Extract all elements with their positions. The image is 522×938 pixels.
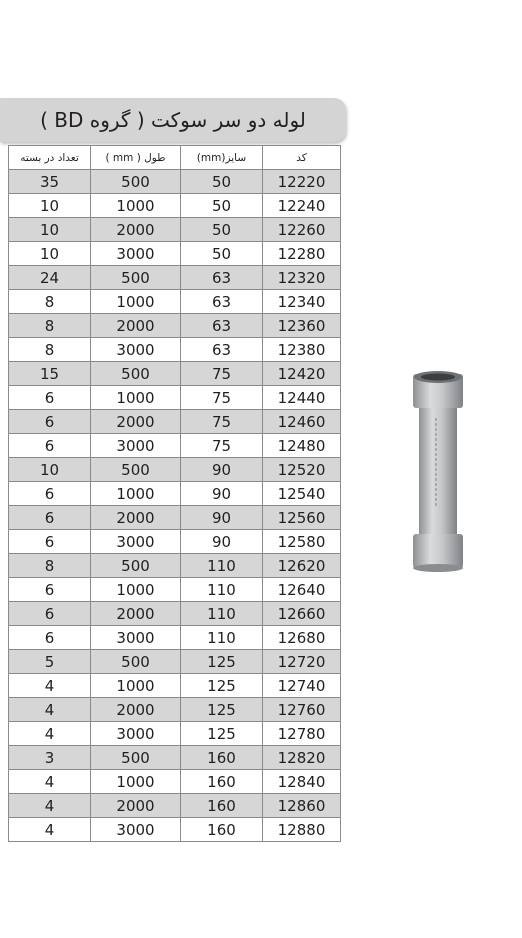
table-row [9, 314, 341, 338]
cell-code: 12860 [263, 794, 341, 818]
cell-qty: 10 [9, 242, 91, 266]
table-row [9, 554, 341, 578]
page-title: لوله دو سر سوکت ( گروه BD ) [40, 108, 306, 132]
cell-code: 12880 [263, 818, 341, 842]
cell-length: 3000 [91, 722, 181, 746]
table-row [9, 242, 341, 266]
cell-qty: 10 [9, 218, 91, 242]
cell-length: 1000 [91, 482, 181, 506]
cell-size: 50 [181, 194, 263, 218]
cell-size: 50 [181, 170, 263, 194]
cell-qty: 4 [9, 770, 91, 794]
cell-code: 12840 [263, 770, 341, 794]
cell-length: 1000 [91, 770, 181, 794]
cell-qty: 6 [9, 626, 91, 650]
cell-code: 12520 [263, 458, 341, 482]
cell-size: 160 [181, 818, 263, 842]
cell-size: 160 [181, 794, 263, 818]
table-row [9, 818, 341, 842]
table-row [9, 434, 341, 458]
cell-size: 90 [181, 506, 263, 530]
table-row [9, 746, 341, 770]
cell-qty: 6 [9, 482, 91, 506]
table-row [9, 218, 341, 242]
table-row [9, 506, 341, 530]
cell-size: 160 [181, 770, 263, 794]
cell-length: 500 [91, 650, 181, 674]
table-row [9, 650, 341, 674]
cell-code: 12340 [263, 290, 341, 314]
cell-code: 12760 [263, 698, 341, 722]
header-code: کد [263, 146, 341, 170]
cell-code: 12560 [263, 506, 341, 530]
cell-length: 3000 [91, 242, 181, 266]
table-row [9, 482, 341, 506]
cell-length: 500 [91, 362, 181, 386]
header-length: طول ( mm ) [91, 146, 181, 170]
cell-size: 50 [181, 242, 263, 266]
cell-length: 3000 [91, 338, 181, 362]
title-banner [0, 98, 346, 142]
cell-length: 500 [91, 458, 181, 482]
cell-size: 125 [181, 674, 263, 698]
cell-qty: 4 [9, 674, 91, 698]
table-row [9, 458, 341, 482]
cell-size: 63 [181, 290, 263, 314]
cell-code: 12680 [263, 626, 341, 650]
cell-size: 125 [181, 650, 263, 674]
table-body [9, 170, 341, 842]
cell-length: 2000 [91, 314, 181, 338]
cell-size: 63 [181, 338, 263, 362]
cell-length: 2000 [91, 698, 181, 722]
cell-length: 2000 [91, 794, 181, 818]
cell-qty: 6 [9, 386, 91, 410]
table-row [9, 338, 341, 362]
cell-length: 3000 [91, 818, 181, 842]
cell-size: 90 [181, 530, 263, 554]
cell-length: 2000 [91, 506, 181, 530]
cell-size: 75 [181, 386, 263, 410]
cell-qty: 6 [9, 578, 91, 602]
cell-qty: 8 [9, 314, 91, 338]
cell-code: 12620 [263, 554, 341, 578]
cell-length: 2000 [91, 410, 181, 434]
cell-size: 110 [181, 578, 263, 602]
cell-code: 12640 [263, 578, 341, 602]
cell-size: 63 [181, 314, 263, 338]
cell-code: 12580 [263, 530, 341, 554]
product-table [8, 145, 341, 842]
cell-qty: 6 [9, 410, 91, 434]
double-socket-pipe-icon [410, 368, 466, 574]
pipe-image [410, 368, 466, 574]
cell-code: 12720 [263, 650, 341, 674]
header-size: سایز(mm) [181, 146, 263, 170]
cell-size: 110 [181, 626, 263, 650]
cell-code: 12740 [263, 674, 341, 698]
table-row [9, 194, 341, 218]
cell-length: 1000 [91, 194, 181, 218]
table-row [9, 626, 341, 650]
cell-qty: 35 [9, 170, 91, 194]
cell-size: 75 [181, 410, 263, 434]
cell-qty: 8 [9, 338, 91, 362]
cell-code: 12480 [263, 434, 341, 458]
table-header-row [9, 146, 341, 170]
cell-qty: 8 [9, 554, 91, 578]
cell-code: 12260 [263, 218, 341, 242]
table-row [9, 674, 341, 698]
cell-qty: 4 [9, 818, 91, 842]
table-row [9, 170, 341, 194]
cell-qty: 10 [9, 194, 91, 218]
cell-qty: 6 [9, 602, 91, 626]
cell-code: 12780 [263, 722, 341, 746]
table-row [9, 578, 341, 602]
cell-length: 3000 [91, 626, 181, 650]
cell-qty: 4 [9, 698, 91, 722]
cell-code: 12540 [263, 482, 341, 506]
cell-qty: 4 [9, 794, 91, 818]
cell-length: 1000 [91, 290, 181, 314]
cell-size: 90 [181, 482, 263, 506]
cell-size: 75 [181, 362, 263, 386]
cell-qty: 5 [9, 650, 91, 674]
cell-length: 3000 [91, 530, 181, 554]
cell-size: 63 [181, 266, 263, 290]
cell-size: 125 [181, 698, 263, 722]
cell-qty: 10 [9, 458, 91, 482]
table-row [9, 602, 341, 626]
cell-length: 500 [91, 266, 181, 290]
cell-qty: 8 [9, 290, 91, 314]
cell-code: 12460 [263, 410, 341, 434]
cell-length: 2000 [91, 218, 181, 242]
table-row [9, 722, 341, 746]
cell-size: 75 [181, 434, 263, 458]
table-row [9, 794, 341, 818]
cell-length: 1000 [91, 674, 181, 698]
cell-qty: 4 [9, 722, 91, 746]
cell-length: 3000 [91, 434, 181, 458]
cell-length: 2000 [91, 602, 181, 626]
cell-code: 12660 [263, 602, 341, 626]
table-row [9, 770, 341, 794]
cell-size: 50 [181, 218, 263, 242]
table-row [9, 530, 341, 554]
cell-code: 12360 [263, 314, 341, 338]
cell-size: 110 [181, 602, 263, 626]
cell-length: 1000 [91, 386, 181, 410]
table-row [9, 410, 341, 434]
cell-code: 12420 [263, 362, 341, 386]
cell-code: 12320 [263, 266, 341, 290]
cell-length: 500 [91, 554, 181, 578]
cell-qty: 24 [9, 266, 91, 290]
cell-code: 12280 [263, 242, 341, 266]
cell-code: 12220 [263, 170, 341, 194]
table-row [9, 386, 341, 410]
table-row [9, 266, 341, 290]
cell-size: 110 [181, 554, 263, 578]
cell-code: 12240 [263, 194, 341, 218]
cell-qty: 6 [9, 530, 91, 554]
cell-length: 1000 [91, 578, 181, 602]
cell-size: 125 [181, 722, 263, 746]
cell-code: 12440 [263, 386, 341, 410]
table-row [9, 290, 341, 314]
cell-qty: 6 [9, 506, 91, 530]
header-qty: تعداد در بسته [9, 146, 91, 170]
table-row [9, 698, 341, 722]
cell-code: 12380 [263, 338, 341, 362]
cell-length: 500 [91, 170, 181, 194]
cell-code: 12820 [263, 746, 341, 770]
cell-size: 160 [181, 746, 263, 770]
cell-qty: 6 [9, 434, 91, 458]
cell-length: 500 [91, 746, 181, 770]
cell-size: 90 [181, 458, 263, 482]
cell-qty: 3 [9, 746, 91, 770]
table-row [9, 362, 341, 386]
cell-qty: 15 [9, 362, 91, 386]
